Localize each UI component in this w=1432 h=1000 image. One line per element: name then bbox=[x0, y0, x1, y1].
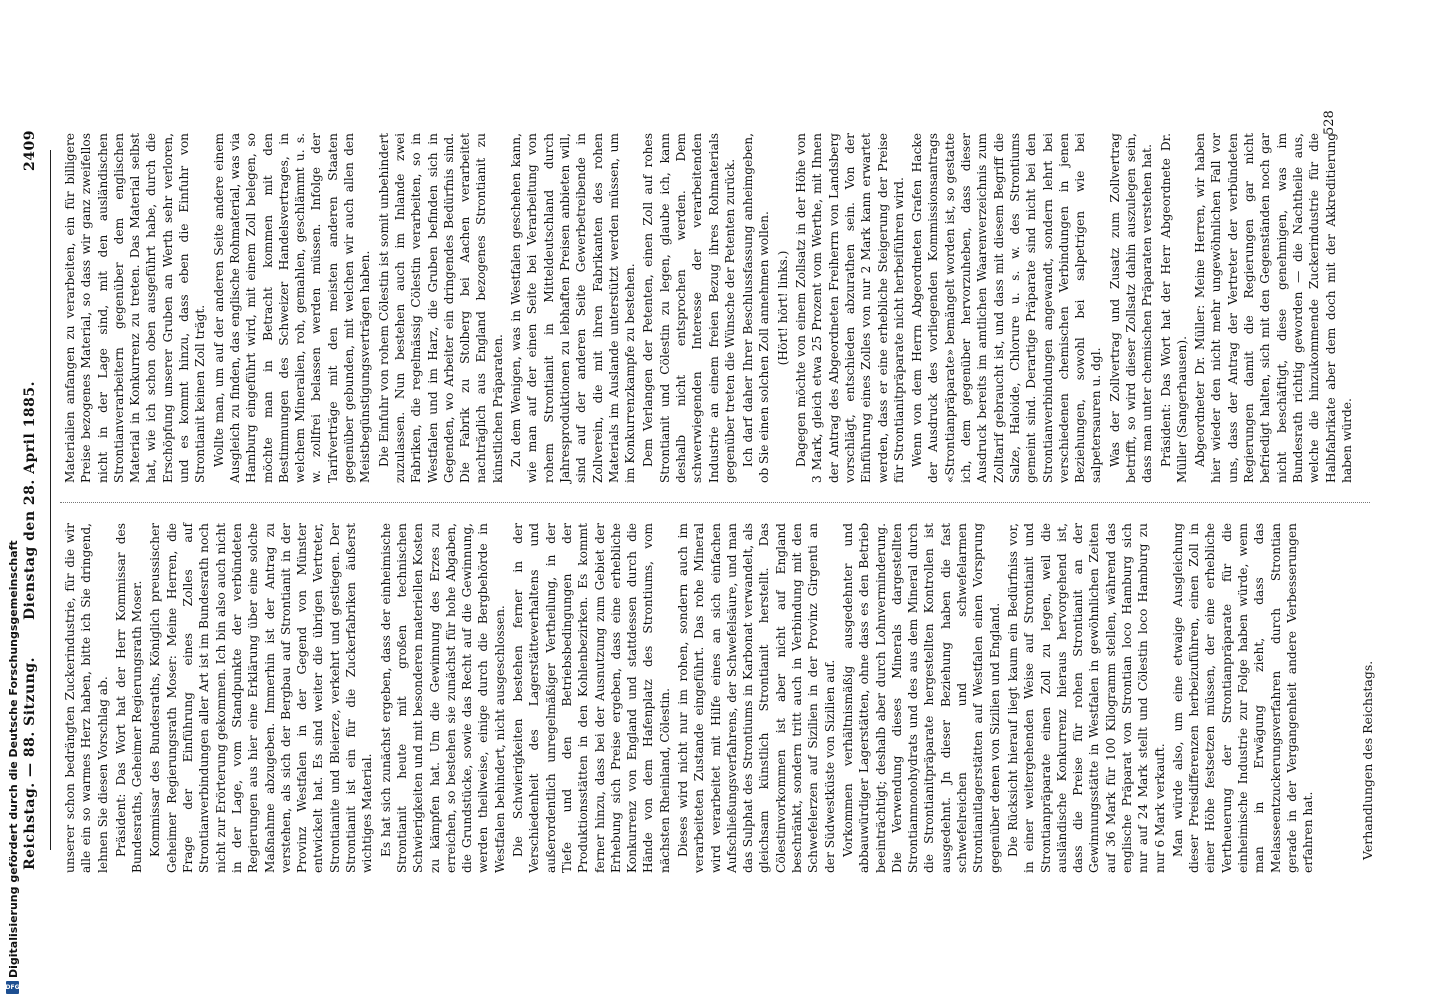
paragraph: Ich darf daher Ihrer Beschlussfassung anheimgeben, ob Sie einen solchen Zoll annehmen wollen. bbox=[741, 133, 772, 483]
page-number: 2409 bbox=[22, 130, 38, 171]
speaker-line: Präsident: Das Wort hat der Herr Abgeordnete Dr. Müller (Sangerhausen). bbox=[1158, 133, 1189, 483]
paragraph: unserer schon bedrängten Zuckerindustrie, für die wir alle ein so warmes Herz haben, bitte ich Sie dringend, lehnen Sie diesen Vorschlag ab. bbox=[63, 523, 110, 873]
paragraph: Dagegen möchte von einem Zollsatz in der Höhe von 3 Mark, gleich etwa 25 Prozent vom Werthe, mit Ihnen der Antrag des Abgeordneten Freiherrn von Landsberg vorschlägt, entschieden abzurathen sein. Von der Einführung eines Zolles von nur 2 Mark kann erwartet werden, dass er eine erhebliche Steigerung der Preise für Strontianitpräparate nicht herbeiführen wird. bbox=[794, 133, 906, 483]
speaker-line: Präsident: Das Wort hat der Herr Kommissar des Bundesraths, Geheimer Regierungsrath Moser. bbox=[113, 523, 145, 873]
paragraph: Vorkommen verhältnismäßig ausgedehnter und abbauwürdiger Lagerstätten, ohne dass es den Betrieb beeinträchtigt; deshalb aber durch Lohnverminderung. Die Verwendung dieses Minerals dargestellten Strontianmonohydrats und des aus dem Mineral durch die Strontianitpräparate hergestellten Kontrollen ist ausgedehnt. Jn dieser Beziehung haben die fast schwefelreichen und schwefelarmen Strontianitlagerstätten auf Westfalen einen Vorsprung gegenüber denen von Sizilien und England. bbox=[840, 523, 1002, 873]
paragraph: Kommissar des Bundesraths, Königlich preussischer Geheimer Regierungsrath Moser: Meine Herren, die Frage der Einführung eines Zolles auf Strontianverbindungen aller Art ist im Bundesrath noch nicht zur Erörterung gekommen. Ich bin also auch nicht in der Lage, vom Standpunkte der verbündeten Regierungen aus hier eine Erklärung über eine solche Maßnahme abzugeben. Immerhin ist der Antrag zu verstehen, als sich der Bergbau auf Strontianit in der Provinz Westfalen in der Gegend von Münster entwickelt hat. Es sind weiter die übrigen Vertreter, Strontianite und Bleierze, verkehrt und gestiegen. Der Strontianit ist ein für die Zuckerfabriken äußerst wichtiges Material. bbox=[148, 523, 375, 873]
header-date: Dienstag den 28. April 1885. bbox=[22, 381, 38, 620]
paragraph: Zu dem Wenigen, was in Westfalen geschehen kann, wie man auf der einen Seite bei Verarbeitung von rohem Strontianit in Mitteldeutschland durch Jahresproduktionen zu lebhaften Preisen anbieten will, sind auf der anderen Seite Gewerbetreibende in Zollverein, die mit ihren Fabrikanten des rohen Materials im Auslande unterstützt werden müssen, um im Konkurrenzkampfe zu bestehen. bbox=[509, 133, 638, 483]
interjection: (Hört! hört! links.) bbox=[775, 250, 790, 366]
right-text-column bbox=[62, 523, 1319, 873]
paragraph: Es hat sich zunächst ergeben, dass der einheimische Strontianit heute mit großen technischen Schwierigkeiten und mit besonderen materiellen Kosten zu kämpfen hat. Um die Gewinnung des Erzes zu erreichen, so bestehen sie zunächst für hohe Abgaben, die Grundstücke, sowie das Recht auf die Gewinnung, werden theilweise, einige durch die Bergbehörde in Westfalen behindert, nicht ausgeschlossen. bbox=[378, 523, 507, 873]
paragraph: Abgeordneter Dr. Müller: Meine Herren, wir haben hier wieder den nicht mehr ungewöhnlichen Fall vor uns, dass der Antrag der Vertreter der verbündeten Regierungen damit die Regierungen gar nicht befriedigt halten, sich mit den Gegenständen noch gar nicht beschäftigt, diese genehmigen, was im Bundesrath richtig geworden — die Nachtheile aus, welche die hinzukommende Zuckerindustrie für die Halbfabrikate aber dem doch mit der Akkreditierung haben würde. bbox=[1193, 133, 1354, 483]
header-rule bbox=[50, 150, 51, 850]
paragraph: Dem Verlangen der Petenten, einen Zoll auf rohes Strontianit und Cölestin zu legen, glaube ich, kann deshalb nicht entsprochen werden. Dem schwerwiegenden Interesse der verarbeitenden Industrie an einem freien Bezug ihres Rohmaterials gegenüber treten die Wünsche der Petenten zurück. bbox=[641, 133, 737, 483]
sidebar bbox=[0, 0, 26, 1000]
paragraph: Dieses wird nicht nur im rohen, sondern auch im verarbeiteten Zustande eingeführt. Das rohe Mineral wird verarbeitet mit Hilfe eines an sich einfachen Aufschließungsverfahrens, der Schwefelsäure, und man das Sulphat des Strontiums in Karbonat verwandelt, als gleichsam künstlich Strontianit herstellt. Das Cölestinvorkommen ist aber nicht auf England beschränkt, sondern tritt auch in Verbindung mit den Schwefelerzen auf Sizilien in der Provinz Girgenti an der Südwestküste von Sizilien auf. bbox=[675, 523, 837, 873]
left-text-column bbox=[62, 133, 1357, 483]
paragraph: Die Einfuhr von rohem Cölestin ist somit unbehindert zuzulassen. Nun bestehen auch im Inlande zwei Fabriken, die regelmässig Cölestin verarbeiten, so in Westfalen und im Harz, die Gruben befinden sich in Gegenden, wo Arbeiter ein dringendes Bedürfnis sind. Die Fabrik zu Stolberg bei Aachen verarbeitet nachträglich aus England bezogenes Strontianit zu künstlichen Präparaten. bbox=[376, 133, 505, 483]
footer-label: Verhandlungen des Reichstags. bbox=[1360, 660, 1375, 860]
paragraph: Die Rücksicht hierauf liegt kaum ein Bedürfniss vor, in einer weitergehenden Weise auf Strontianit und Strontianpräparate einen Zoll zu legen, weil die ausländische Konkurrenz hieraus hervorgehend ist, dass die Preise für rohen Strontianit an der Gewinnungsstätte in Westfalen in gewöhnlichen Zeiten auf 36 Mark für 100 Kilogramm stellen, während das englische Präparat von Strontian loco Hamburg sich nur auf 24 Mark stellt und Cölestin loco Hamburg zu nur 6 Mark verkauft. bbox=[1005, 523, 1167, 873]
paragraph: Die Schwierigkeiten bestehen ferner in der Verschiedenheit des Lagerstätteverhaltens und außerordentlich unregelmäßiger Vertheilung, in der Tiefe und den Betriebsbedingungen der Produktionsstätten in den Kohlenbezirken. Es kommt ferner hinzu, dass bei der Ausnutzung zum Gebiet der Erhebung sich Preise ergeben, dass eine erhebliche Konkurrenz von England und stattdessen durch die Hände von dem Hafenplatz des Strontiums, vom nächsten Rheinland, Cölestin. bbox=[511, 523, 672, 873]
dfg-logo-icon: DFG bbox=[6, 981, 19, 994]
sidebar-credit: Digitalisierung gefördert durch die Deutsche Forschungsgemeinschaft bbox=[7, 540, 20, 978]
paragraph: Materialien anfangen zu verarbeiten, ein für billigere Preise bezogenes Material, so dass wir ganz zweifellos nicht in der Lage sind, mit den ausländischen Strontianverarbeitern gegenüber dem englischen Material in Konkurrenz zu treten. Das Material selbst hat, wie ich schon oben ausgeführt habe, durch die Erschöpfung unserer Gruben an Werth sehr verloren, und es kommt hinzu, dass eben die Einfuhr von Strontianit keinen Zoll trägt. bbox=[63, 133, 208, 483]
paragraph: Was der Zollvertrag und Zusatz zum Zollvertrag betrifft, so wird dieser Zollsatz dahin auszulegen sein, dass man unter chemischen Präparaten verstehen hat. bbox=[1107, 133, 1155, 483]
paragraph: Wollte man, um auf der anderen Seite andere einem Ausgleich zu finden, das englische Rohmaterial, was via Hamburg eingeführt wird, mit einem Zoll belegen, so möchte man in Betracht kommen mit den Bestimmungen des Schweizer Handelsvertrages, in welchem Mineralien, roh, gemahlen, geschlämmt u. s. w. zollfrei belassen werden müssen. Infolge der Tarifverträge mit den meisten anderen Staaten gegenüber gebunden, mit welchen wir auch allen den Meistbegünstigungsverträgen haben. bbox=[211, 133, 373, 483]
paragraph: Man würde also, um eine etwaige Ausgleichung dieser Preisdifferenzen herbeizuführen, einen Zoll in einer Höhe festsetzen müssen, der eine erhebliche Vertheuerung der Strontianpräparate für die einheimische Industrie zur Folge haben würde, wenn man in Erwägung zieht, dass das Melasseentzuckerungsverfahren durch Strontian gerade in der Vergangenheit andere Verbesserungen erfahren hat. bbox=[1170, 523, 1316, 873]
footer-number: 528 bbox=[1322, 110, 1337, 135]
column-divider bbox=[60, 501, 1370, 503]
header-title: Reichstag. — 88. Sitzung. bbox=[22, 657, 38, 870]
paragraph: Wenn von dem Herrn Abgeordneten Grafen Hacke der Ausdruck des vorliegenden Kommissionsantrags «Strontianpräparate» bemängelt worden ist, so gestatte ich, dem gegenüber hervorzuheben, dass dieser Ausdruck bereits im amtlichen Waarenverzeichnis zum Zolltarif gebraucht ist, und dass mit diesem Begriff die Salze, Haloide, Chlorure u. s. w. des Strontiums gemeint sind. Derartige Präparate sind nicht bei den Strontianverbindungen angewandt, sondern lehrt bei verschiedenen chemischen Verbindungen in jenen Beziehungen, sowohl bei salpetrigen wie bei salpetersauren u. dgl. bbox=[910, 133, 1104, 483]
